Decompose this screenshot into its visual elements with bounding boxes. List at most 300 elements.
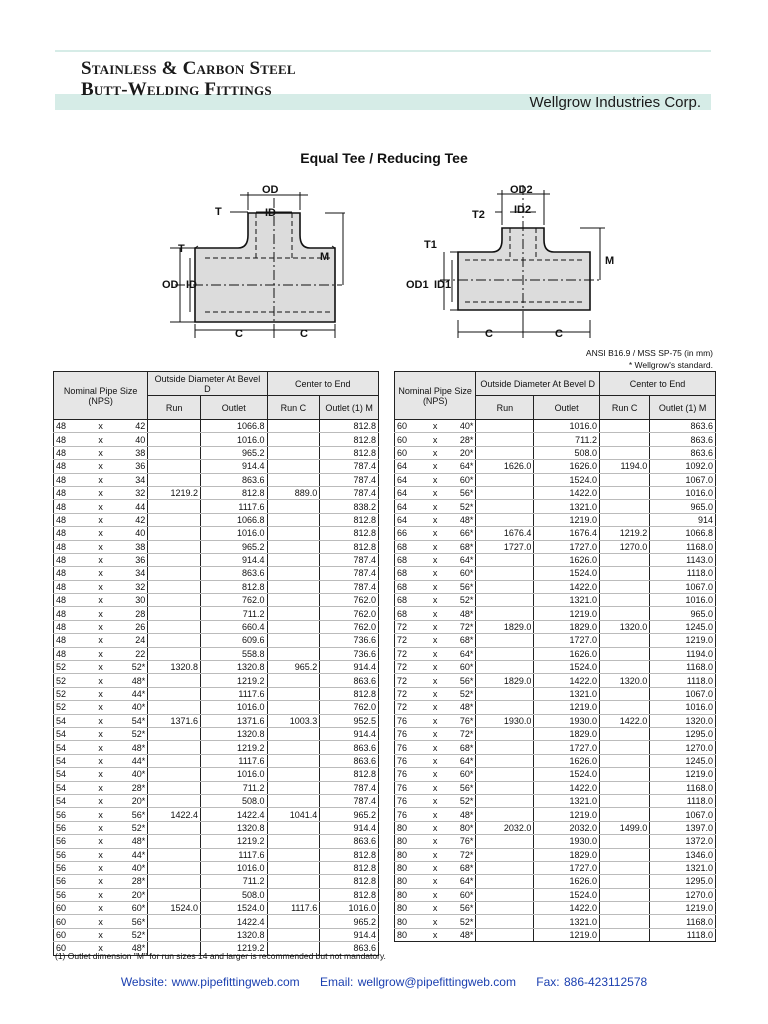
table-cell xyxy=(476,781,534,794)
table-cell xyxy=(476,848,534,861)
table-cell: 48* xyxy=(445,513,476,526)
table-cell: 787.4 xyxy=(320,553,379,566)
table-row xyxy=(54,875,379,888)
table-cell: 52* xyxy=(113,661,148,674)
table-row xyxy=(54,754,379,767)
table-cell: x xyxy=(89,714,113,727)
table-cell: 812.8 xyxy=(320,527,379,540)
table-cell: x xyxy=(89,875,113,888)
table-cell: 965.2 xyxy=(320,808,379,821)
table-cell: 1422.0 xyxy=(534,486,600,499)
table-cell: 64 xyxy=(395,486,425,499)
table-cell: 22 xyxy=(113,647,148,660)
table-row xyxy=(395,634,716,647)
table-cell: 1168.0 xyxy=(650,661,716,674)
table-row xyxy=(54,420,379,433)
table-cell: 863.6 xyxy=(650,420,716,433)
table-cell: 1524.0 xyxy=(534,567,600,580)
table-cell: 1270.0 xyxy=(600,540,650,553)
table-cell: 1016.0 xyxy=(534,420,600,433)
table-cell xyxy=(148,420,201,433)
table-row xyxy=(54,915,379,928)
table-cell: 60 xyxy=(395,420,425,433)
table-cell: 56* xyxy=(445,580,476,593)
table-cell: 76 xyxy=(395,754,425,767)
table-cell: 80 xyxy=(395,915,425,928)
table-cell xyxy=(600,634,650,647)
table-cell: 1320.8 xyxy=(201,727,268,740)
header-run: Run xyxy=(476,396,534,420)
header-run-c: Run C xyxy=(267,396,320,420)
table-cell xyxy=(600,553,650,566)
table-cell: 56 xyxy=(54,861,89,874)
table-row xyxy=(395,446,716,459)
table-cell: 68 xyxy=(395,567,425,580)
table-cell: 48 xyxy=(54,433,89,446)
table-cell: 1346.0 xyxy=(650,848,716,861)
company-name: Wellgrow Industries Corp. xyxy=(529,94,701,111)
table-cell: x xyxy=(89,594,113,607)
table-cell: 56 xyxy=(54,835,89,848)
table-cell: 1016.0 xyxy=(201,527,268,540)
table-cell: 1320.0 xyxy=(600,620,650,633)
table-row xyxy=(395,647,716,660)
table-row xyxy=(395,861,716,874)
table-cell xyxy=(148,768,201,781)
table-cell: 52* xyxy=(445,794,476,807)
table-cell xyxy=(600,486,650,499)
table-cell xyxy=(600,875,650,888)
table-cell: 26 xyxy=(113,620,148,633)
header-center-to-end: Center to End xyxy=(267,372,378,396)
table-cell: x xyxy=(425,915,446,928)
table-cell: x xyxy=(89,500,113,513)
table-row xyxy=(395,821,716,834)
table-cell: 60 xyxy=(54,902,89,915)
table-cell: 56 xyxy=(54,821,89,834)
label-od2: OD2 xyxy=(510,184,533,196)
table-cell xyxy=(476,875,534,888)
table-cell: 787.4 xyxy=(320,794,379,807)
table-cell: 60 xyxy=(395,433,425,446)
table-cell: 54 xyxy=(54,768,89,781)
table-row xyxy=(54,634,379,647)
email-link[interactable]: Email: wellgrow@pipefittingweb.com xyxy=(320,975,516,989)
label-od-side: OD xyxy=(162,279,179,291)
table-row xyxy=(395,580,716,593)
standard-note-line2: * Wellgrow's standard. xyxy=(628,360,713,370)
table-cell: 80 xyxy=(395,888,425,901)
table-row xyxy=(395,433,716,446)
label-id: ID xyxy=(265,207,276,219)
table-cell: 72 xyxy=(395,620,425,633)
table-row xyxy=(54,794,379,807)
table-cell: 60* xyxy=(445,567,476,580)
table-cell xyxy=(148,540,201,553)
table-cell: 863.6 xyxy=(320,942,379,955)
table-cell: 711.2 xyxy=(201,781,268,794)
table-cell xyxy=(600,446,650,459)
table-cell: 40 xyxy=(113,433,148,446)
table-cell: 914.4 xyxy=(320,928,379,941)
table-cell: 1626.0 xyxy=(534,460,600,473)
table-cell xyxy=(476,513,534,526)
table-cell xyxy=(600,808,650,821)
table-cell: 72* xyxy=(445,727,476,740)
table-cell xyxy=(267,513,320,526)
table-cell: 52* xyxy=(445,594,476,607)
table-cell: 1168.0 xyxy=(650,540,716,553)
table-cell: x xyxy=(425,567,446,580)
table-cell xyxy=(267,835,320,848)
table-cell xyxy=(148,500,201,513)
label-m: M xyxy=(320,251,330,263)
table-cell xyxy=(600,861,650,874)
table-row xyxy=(54,486,379,499)
table-cell: 1829.0 xyxy=(534,727,600,740)
table-cell: 2032.0 xyxy=(534,821,600,834)
label-t-side: T xyxy=(178,243,185,255)
table-cell xyxy=(148,835,201,848)
table-cell xyxy=(476,567,534,580)
table-cell: 1676.4 xyxy=(476,527,534,540)
table-cell: x xyxy=(425,768,446,781)
table-cell: 20* xyxy=(113,888,148,901)
table-cell: x xyxy=(425,821,446,834)
label-t1: T1 xyxy=(424,239,437,251)
label-od1: OD1 xyxy=(406,279,429,291)
table-cell: x xyxy=(89,634,113,647)
table-cell: x xyxy=(89,433,113,446)
table-cell: 20* xyxy=(113,794,148,807)
table-cell: 76 xyxy=(395,727,425,740)
table-cell: 812.8 xyxy=(320,848,379,861)
table-cell: 32 xyxy=(113,486,148,499)
header-outlet-m: Outlet (1) M xyxy=(650,396,716,420)
table-cell: 1626.0 xyxy=(534,553,600,566)
table-cell: 812.8 xyxy=(320,513,379,526)
table-cell: 1295.0 xyxy=(650,875,716,888)
table-cell: 1372.0 xyxy=(650,835,716,848)
label-c-right: C xyxy=(300,328,308,340)
table-cell: 60 xyxy=(54,928,89,941)
table-cell: 1066.8 xyxy=(650,527,716,540)
table-cell: x xyxy=(89,473,113,486)
table-cell xyxy=(476,607,534,620)
table-row xyxy=(54,594,379,607)
table-cell: x xyxy=(89,486,113,499)
table-cell: 660.4 xyxy=(201,620,268,633)
table-cell: 54 xyxy=(54,741,89,754)
table-cell: 1524.0 xyxy=(201,902,268,915)
contact-footer xyxy=(0,975,768,989)
table-cell: 1143.0 xyxy=(650,553,716,566)
table-cell: 1219.2 xyxy=(201,835,268,848)
table-cell xyxy=(600,687,650,700)
table-cell: 60 xyxy=(54,915,89,928)
table-row xyxy=(395,553,716,566)
table-row xyxy=(54,446,379,459)
table-cell: 1727.0 xyxy=(534,861,600,874)
table-cell xyxy=(267,473,320,486)
table-cell xyxy=(267,928,320,941)
table-cell xyxy=(476,553,534,566)
table-cell: 44* xyxy=(113,687,148,700)
table-cell xyxy=(148,674,201,687)
table-cell: 1422.0 xyxy=(534,781,600,794)
table-cell: 48* xyxy=(113,942,148,955)
table-cell xyxy=(267,915,320,928)
table-cell: 1219.0 xyxy=(534,928,600,941)
table-cell: 76 xyxy=(395,741,425,754)
table-cell: 812.8 xyxy=(320,861,379,874)
table-cell: 56* xyxy=(445,781,476,794)
table-cell: 812.8 xyxy=(320,446,379,459)
table-row xyxy=(395,460,716,473)
table-row xyxy=(54,928,379,941)
table-cell: 1117.6 xyxy=(201,500,268,513)
table-cell: 48* xyxy=(113,835,148,848)
table-cell: 1422.0 xyxy=(534,674,600,687)
table-cell xyxy=(148,513,201,526)
spec-table-right-body xyxy=(395,420,716,942)
table-cell: 56* xyxy=(113,808,148,821)
table-cell: x xyxy=(425,781,446,794)
table-cell: 1219.0 xyxy=(534,808,600,821)
table-cell: 40* xyxy=(445,420,476,433)
table-row xyxy=(54,567,379,580)
table-cell xyxy=(148,687,201,700)
table-cell: 558.8 xyxy=(201,647,268,660)
table-cell: 1219.0 xyxy=(534,701,600,714)
table-cell xyxy=(600,661,650,674)
table-cell: x xyxy=(89,460,113,473)
table-cell: 48 xyxy=(54,473,89,486)
table-row xyxy=(54,888,379,901)
table-row xyxy=(395,888,716,901)
table-row xyxy=(54,527,379,540)
table-cell: 48* xyxy=(445,607,476,620)
label-t2: T2 xyxy=(472,209,485,221)
table-cell xyxy=(267,460,320,473)
table-cell: x xyxy=(425,647,446,660)
label-id-side: ID xyxy=(186,279,197,291)
table-row xyxy=(395,594,716,607)
table-cell: 1067.0 xyxy=(650,808,716,821)
table-cell: 1245.0 xyxy=(650,754,716,767)
table-row xyxy=(395,674,716,687)
table-cell: 48 xyxy=(54,540,89,553)
table-cell: 1524.0 xyxy=(534,888,600,901)
table-cell xyxy=(267,754,320,767)
table-row xyxy=(395,794,716,807)
table-cell: 54 xyxy=(54,781,89,794)
table-cell: 80 xyxy=(395,821,425,834)
table-cell: x xyxy=(89,674,113,687)
table-cell xyxy=(267,821,320,834)
table-row xyxy=(395,902,716,915)
table-row xyxy=(395,473,716,486)
table-cell: x xyxy=(89,808,113,821)
table-cell xyxy=(148,794,201,807)
table-cell: 76 xyxy=(395,794,425,807)
table-cell xyxy=(600,433,650,446)
table-cell xyxy=(148,848,201,861)
table-cell: 60* xyxy=(445,661,476,674)
table-cell: x xyxy=(425,433,446,446)
table-cell: 64 xyxy=(395,460,425,473)
table-cell: 60 xyxy=(395,446,425,459)
table-cell xyxy=(267,620,320,633)
table-cell xyxy=(267,607,320,620)
table-cell xyxy=(600,741,650,754)
table-cell: 1194.0 xyxy=(650,647,716,660)
table-cell: 52 xyxy=(54,687,89,700)
table-cell: 1067.0 xyxy=(650,580,716,593)
table-cell: 762.0 xyxy=(320,594,379,607)
table-row xyxy=(54,433,379,446)
table-cell: 48 xyxy=(54,580,89,593)
table-cell: 54* xyxy=(113,714,148,727)
table-cell xyxy=(148,875,201,888)
table-cell xyxy=(267,433,320,446)
table-cell: 1118.0 xyxy=(650,794,716,807)
table-cell: 762.0 xyxy=(320,607,379,620)
table-cell: x xyxy=(89,902,113,915)
table-cell: 1219.2 xyxy=(148,486,201,499)
table-cell: 54 xyxy=(54,714,89,727)
table-cell xyxy=(476,500,534,513)
table-cell: 28* xyxy=(113,875,148,888)
header-nps: Nominal Pipe Size (NPS) xyxy=(54,372,148,420)
table-cell: x xyxy=(425,902,446,915)
table-cell: 1016.0 xyxy=(201,433,268,446)
table-cell: x xyxy=(89,701,113,714)
table-row xyxy=(395,848,716,861)
table-cell xyxy=(148,607,201,620)
table-cell: x xyxy=(425,540,446,553)
table-cell: 1219.0 xyxy=(650,902,716,915)
table-cell: 1422.4 xyxy=(201,808,268,821)
table-cell xyxy=(600,513,650,526)
table-cell: 812.8 xyxy=(320,888,379,901)
table-cell: 52* xyxy=(113,727,148,740)
table-cell xyxy=(148,553,201,566)
table-cell: 20* xyxy=(445,446,476,459)
table-cell: 40* xyxy=(113,701,148,714)
table-cell xyxy=(267,500,320,513)
table-cell: 52* xyxy=(113,821,148,834)
table-cell xyxy=(148,527,201,540)
table-cell xyxy=(600,835,650,848)
table-cell: 64* xyxy=(445,754,476,767)
table-cell: 965.2 xyxy=(320,915,379,928)
table-cell xyxy=(267,580,320,593)
table-cell: 1524.0 xyxy=(534,473,600,486)
table-cell: 48 xyxy=(54,486,89,499)
table-cell: 1321.0 xyxy=(534,594,600,607)
catalog-title xyxy=(81,58,296,100)
table-cell: x xyxy=(425,741,446,754)
table-row xyxy=(54,620,379,633)
table-cell: 72* xyxy=(445,620,476,633)
table-cell: 965.2 xyxy=(201,540,268,553)
table-cell xyxy=(267,848,320,861)
table-row xyxy=(54,473,379,486)
table-cell xyxy=(148,741,201,754)
table-row xyxy=(54,460,379,473)
table-cell: 1727.0 xyxy=(534,741,600,754)
footnote: (1) Outlet dimension "M" for run sizes 14 and larger is recommended but not mandatory. xyxy=(55,951,386,961)
table-cell: x xyxy=(425,607,446,620)
table-cell: 1626.0 xyxy=(534,647,600,660)
table-cell: 952.5 xyxy=(320,714,379,727)
table-row xyxy=(54,674,379,687)
table-cell: 64 xyxy=(395,513,425,526)
table-cell: 1320.8 xyxy=(201,661,268,674)
table-cell xyxy=(148,460,201,473)
table-cell: 44* xyxy=(113,754,148,767)
table-row xyxy=(54,701,379,714)
header-center-to-end: Center to End xyxy=(600,372,716,396)
table-cell: x xyxy=(89,687,113,700)
table-cell: 60* xyxy=(445,768,476,781)
table-cell: x xyxy=(89,768,113,781)
table-row xyxy=(395,741,716,754)
table-cell: 54 xyxy=(54,727,89,740)
table-cell: 1219.2 xyxy=(201,942,268,955)
table-cell: 863.6 xyxy=(320,741,379,754)
table-cell: x xyxy=(425,794,446,807)
table-cell: 1219.2 xyxy=(201,674,268,687)
table-cell: 54 xyxy=(54,754,89,767)
table-cell: 66* xyxy=(445,527,476,540)
table-cell xyxy=(476,661,534,674)
table-cell xyxy=(148,446,201,459)
table-cell xyxy=(267,553,320,566)
website-link[interactable]: Website: www.pipefittingweb.com xyxy=(120,975,300,989)
table-cell: 1016.0 xyxy=(201,861,268,874)
table-cell: 1727.0 xyxy=(534,540,600,553)
table-cell: 80 xyxy=(395,875,425,888)
table-cell: 1270.0 xyxy=(650,741,716,754)
table-cell: 787.4 xyxy=(320,460,379,473)
table-cell: 1320.0 xyxy=(600,674,650,687)
table-cell: 838.2 xyxy=(320,500,379,513)
table-cell xyxy=(267,768,320,781)
table-cell: x xyxy=(425,875,446,888)
table-cell: 1524.0 xyxy=(534,661,600,674)
table-cell: 66 xyxy=(395,527,425,540)
table-cell: 787.4 xyxy=(320,781,379,794)
table-cell: x xyxy=(89,420,113,433)
table-cell: x xyxy=(425,460,446,473)
table-cell: 1117.6 xyxy=(201,754,268,767)
table-cell: 48 xyxy=(54,500,89,513)
table-cell xyxy=(600,567,650,580)
table-cell xyxy=(600,607,650,620)
table-cell: 42 xyxy=(113,420,148,433)
table-cell: 56 xyxy=(54,848,89,861)
table-cell xyxy=(267,701,320,714)
table-row xyxy=(54,781,379,794)
header-run-c: Run C xyxy=(600,396,650,420)
table-cell: x xyxy=(89,446,113,459)
table-cell: 1003.3 xyxy=(267,714,320,727)
label-c-left: C xyxy=(235,328,243,340)
table-cell: 863.6 xyxy=(650,433,716,446)
table-cell xyxy=(600,888,650,901)
